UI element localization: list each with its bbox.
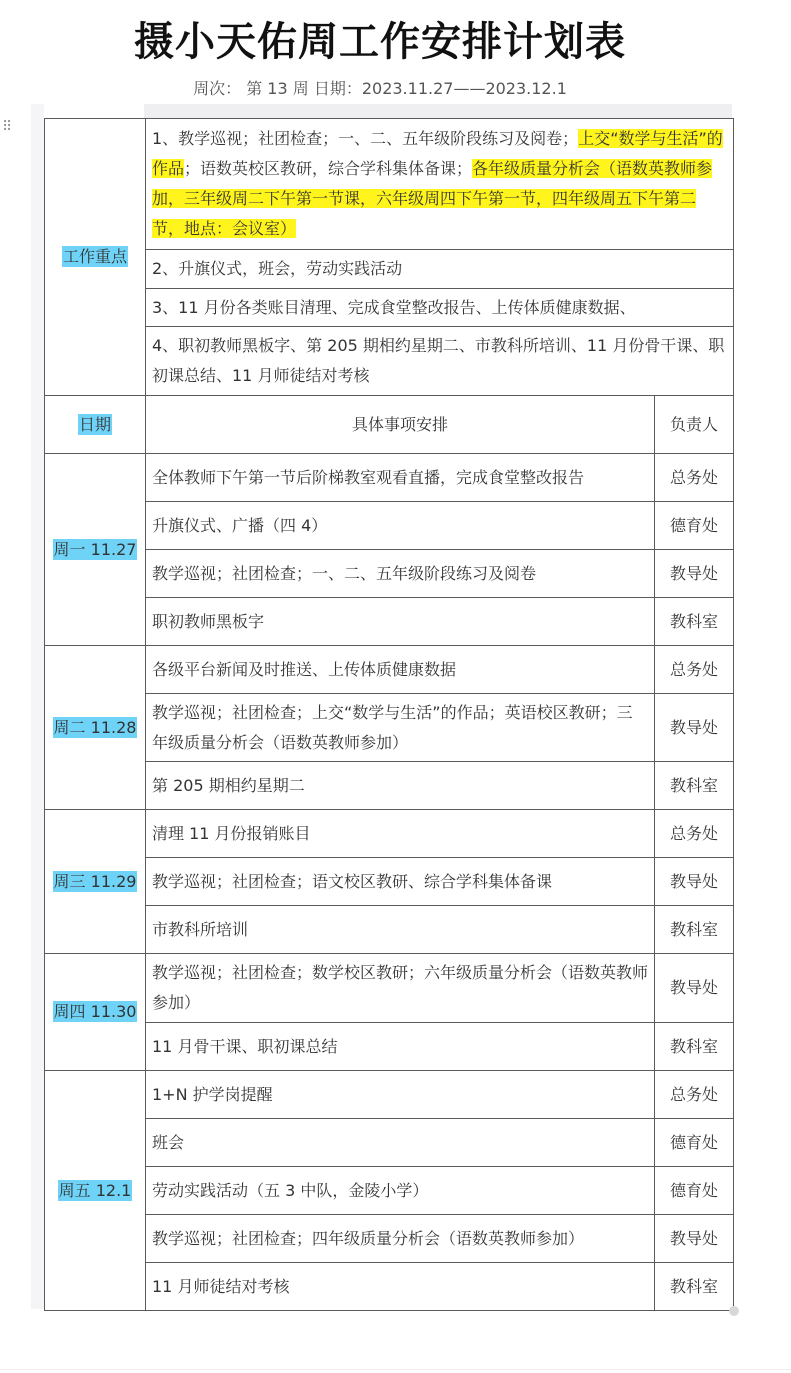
owner-header: 负责人	[655, 396, 734, 454]
table-row	[45, 1167, 734, 1215]
column-selector-bar[interactable]	[144, 104, 732, 118]
table-row	[45, 1215, 734, 1263]
column-header-row	[45, 396, 734, 454]
task-cell[interactable]: 教学巡视；社团检查；四年级质量分析会（语数英教师参加）	[146, 1215, 655, 1263]
task-cell[interactable]: 11 月骨干课、职初课总结	[146, 1023, 655, 1071]
owner-cell[interactable]: 教导处	[655, 954, 734, 1023]
task-cell[interactable]: 市教科所培训	[146, 906, 655, 954]
task-cell[interactable]: 第 205 期相约星期二	[146, 762, 655, 810]
day-cell-tuesday	[45, 646, 146, 810]
row-selector-gutter[interactable]	[31, 104, 44, 1309]
owner-cell[interactable]: 总务处	[655, 810, 734, 858]
table-row	[45, 810, 734, 858]
task-cell[interactable]: 班会	[146, 1119, 655, 1167]
day-label-thursday: 周四 11.30	[53, 1002, 137, 1021]
table-row	[45, 858, 734, 906]
task-cell[interactable]: 各级平台新闻及时推送、上传体质健康数据	[146, 646, 655, 694]
weekly-plan-table	[44, 118, 734, 1311]
page-title: 摄小天佑周工作安排计划表	[134, 19, 626, 65]
focus-item-4[interactable]: 4、职初教师黑板字、第 205 期相约星期二、市教科所培训、11 月份骨干课、职初课总结、11 月师徒结对考核	[146, 327, 734, 396]
day-cell-monday	[45, 454, 146, 646]
day-cell-thursday	[45, 954, 146, 1071]
focus-row-2	[45, 250, 734, 289]
owner-cell[interactable]: 德育处	[655, 502, 734, 550]
owner-cell[interactable]: 教导处	[655, 550, 734, 598]
focus-row-3	[45, 289, 734, 327]
owner-cell[interactable]: 教科室	[655, 598, 734, 646]
focus-item-3[interactable]: 3、11 月份各类账目清理、完成食堂整改报告、上传体质健康数据、	[146, 289, 734, 327]
owner-cell[interactable]: 教科室	[655, 762, 734, 810]
owner-cell[interactable]: 教导处	[655, 858, 734, 906]
owner-cell[interactable]: 教科室	[655, 1263, 734, 1311]
focus-item-1-highlight-b: 各年级质量分析会（语数英教师参加，三年级周二下午第一节课，六年级周四下午第一节，四年级周五下午第二节，地点：会议室）	[152, 159, 713, 238]
drag-handle-icon[interactable]: ⠿	[2, 119, 11, 135]
owner-cell[interactable]: 总务处	[655, 1071, 734, 1119]
table-row	[45, 454, 734, 502]
day-label-friday: 周五 12.1	[58, 1180, 132, 1200]
table-row	[45, 550, 734, 598]
focus-item-1-text-a: 1、教学巡视；社团检查；一、二、五年级阶段练习及阅卷；	[152, 129, 579, 148]
task-cell[interactable]: 教学巡视；社团检查；一、二、五年级阶段练习及阅卷	[146, 550, 655, 598]
date-header: 日期	[78, 414, 111, 434]
table-row	[45, 646, 734, 694]
day-label-monday: 周一 11.27	[53, 539, 137, 559]
owner-cell[interactable]: 德育处	[655, 1167, 734, 1215]
owner-cell[interactable]: 总务处	[655, 454, 734, 502]
owner-cell[interactable]: 总务处	[655, 646, 734, 694]
table-row	[45, 1263, 734, 1311]
day-label-tuesday: 周二 11.28	[53, 717, 137, 737]
day-label-wednesday: 周三 11.29	[53, 871, 137, 891]
task-header: 具体事项安排	[146, 396, 655, 454]
owner-cell[interactable]: 教科室	[655, 1023, 734, 1071]
focus-row-4	[45, 327, 734, 396]
focus-row-1	[45, 119, 734, 250]
task-cell[interactable]: 教学巡视；社团检查；上交“数学与生活”的作品；英语校区教研；三年级质量分析会（语数英教师参加）	[146, 694, 655, 762]
page-divider	[0, 1369, 791, 1370]
owner-cell[interactable]: 教导处	[655, 694, 734, 762]
table-row	[45, 598, 734, 646]
owner-cell[interactable]: 教科室	[655, 906, 734, 954]
focus-label: 工作重点	[62, 247, 127, 266]
table-row	[45, 1119, 734, 1167]
owner-cell[interactable]: 教导处	[655, 1215, 734, 1263]
task-cell[interactable]: 职初教师黑板字	[146, 598, 655, 646]
table-row	[45, 502, 734, 550]
week-date-subtitle: 周次： 第 13 周 日期：2023.11.27——2023.12.1	[193, 79, 567, 98]
scroll-indicator[interactable]	[729, 1306, 739, 1316]
focus-item-2[interactable]: 2、升旗仪式，班会，劳动实践活动	[146, 250, 734, 289]
day-cell-friday	[45, 1071, 146, 1311]
task-cell[interactable]: 劳动实践活动（五 3 中队，金陵小学）	[146, 1167, 655, 1215]
table-row	[45, 694, 734, 762]
focus-item-1-highlight-a: 上交“数学与生活”的作品	[152, 129, 723, 178]
table-row	[45, 1071, 734, 1119]
task-cell[interactable]: 教学巡视；社团检查；数学校区教研；六年级质量分析会（语数英教师参加）	[146, 954, 655, 1023]
table-row	[45, 906, 734, 954]
owner-cell[interactable]: 德育处	[655, 1119, 734, 1167]
task-cell[interactable]: 全体教师下午第一节后阶梯教室观看直播，完成食堂整改报告	[146, 454, 655, 502]
task-cell[interactable]: 教学巡视；社团检查；语文校区教研、综合学科集体备课	[146, 858, 655, 906]
focus-item-1[interactable]	[146, 119, 734, 250]
task-cell[interactable]: 11 月师徒结对考核	[146, 1263, 655, 1311]
table-row	[45, 762, 734, 810]
date-header-cell	[45, 396, 146, 454]
table-row	[45, 954, 734, 1023]
table-row	[45, 1023, 734, 1071]
task-cell[interactable]: 升旗仪式、广播（四 4）	[146, 502, 655, 550]
focus-item-1-text-b: ；语数英校区教研，综合学科集体备课；	[184, 159, 473, 178]
task-cell[interactable]: 1+N 护学岗提醒	[146, 1071, 655, 1119]
day-cell-wednesday	[45, 810, 146, 954]
task-cell[interactable]: 清理 11 月份报销账目	[146, 810, 655, 858]
focus-label-cell	[45, 119, 146, 396]
